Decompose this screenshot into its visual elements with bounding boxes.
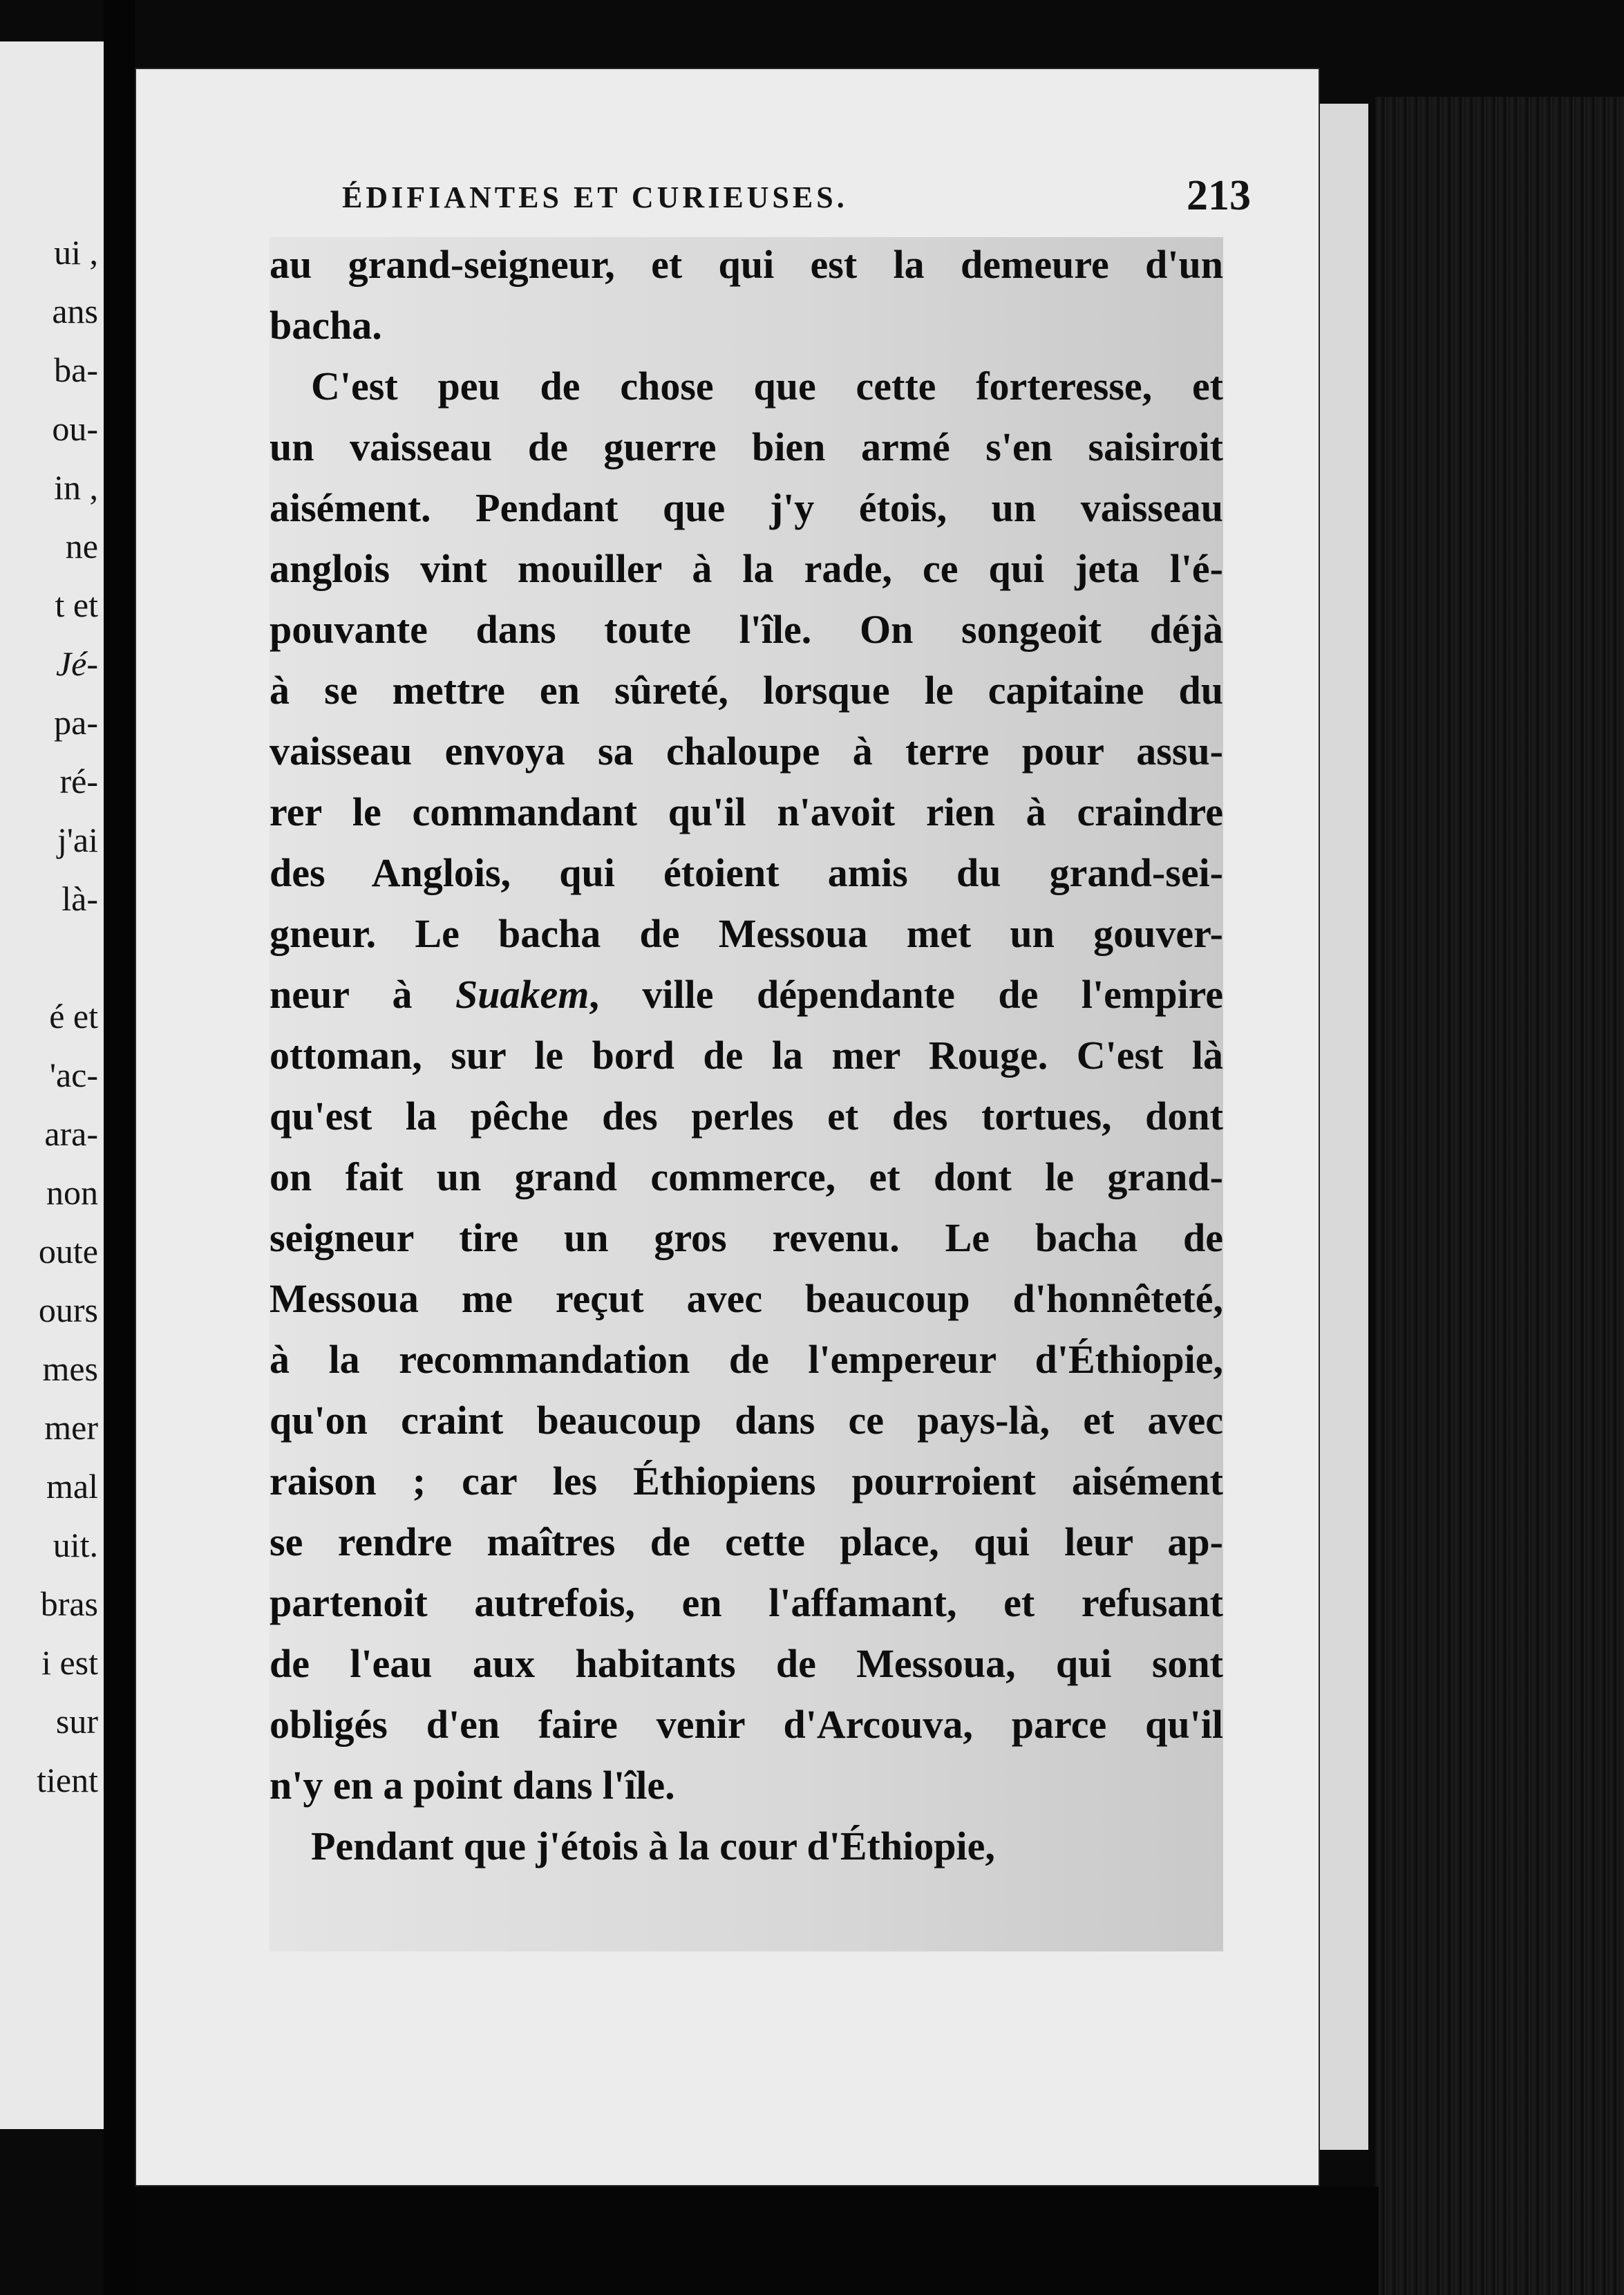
text-line: obligés d'en faire venir d'Arcouva, parce qu'il (270, 1702, 1223, 1747)
text-line: n'y en a point dans l'île. (270, 1763, 675, 1808)
text-line: se rendre maîtres de cette place, qui leur ap- (270, 1519, 1223, 1564)
text-line: Pendant que j'étois à la cour d'Éthiopie, (311, 1824, 995, 1868)
facing-page-fragment: ré- (59, 762, 98, 800)
text-line: au grand-seigneur, et qui est la demeure d'un (270, 242, 1223, 287)
facing-page-fragment: in , (54, 468, 98, 507)
italic-place-name: Suakem (455, 972, 589, 1017)
text-line: C'est peu de chose que cette forteresse, et (311, 364, 1223, 409)
text-line: bacha. (270, 303, 382, 348)
text-span: neur à (270, 972, 456, 1017)
facing-page-sliver (0, 41, 104, 2129)
book-cover-edge (1375, 97, 1624, 2295)
facing-page-fragment: ans (52, 292, 98, 330)
facing-page-fragment: mer (44, 1408, 98, 1447)
facing-page-fragment: t et (55, 586, 98, 624)
facing-page-fragment: i est (41, 1643, 98, 1682)
facing-page-fragment: là- (62, 879, 98, 918)
facing-page-fragment: é et (49, 997, 98, 1036)
facing-page-fragment: oute (38, 1232, 98, 1271)
page-number: 213 (1187, 172, 1251, 219)
running-head: ÉDIFIANTES ET CURIEUSES. (342, 180, 848, 214)
text-line: anglois vint mouiller à la rade, ce qui jeta l'é- (270, 546, 1223, 591)
facing-page-fragment: ui , (54, 233, 98, 272)
facing-page-fragment: ours (38, 1291, 98, 1329)
text-line: rer le commandant qu'il n'avoit rien à craindre (270, 789, 1223, 834)
text-line: un vaisseau de guerre bien armé s'en saisiroit (270, 424, 1223, 469)
facing-page-fragment: pa- (54, 703, 98, 742)
book-gutter (104, 0, 135, 2295)
text-line: ottoman, sur le bord de la mer Rouge. C'est là (270, 1033, 1223, 1078)
text-line: des Anglois, qui étoient amis du grand-sei- (270, 850, 1223, 895)
facing-page-fragment: ou- (52, 409, 98, 448)
text-line: aisément. Pendant que j'y étois, un vaisseau (270, 485, 1223, 530)
facing-page-fragment: bras (40, 1584, 98, 1623)
text-line: qu'on craint beaucoup dans ce pays-là, et avec (270, 1398, 1223, 1443)
facing-page-fragment: j'ai (57, 821, 98, 859)
facing-page-fragment: uit. (53, 1526, 98, 1564)
page-edge (1320, 104, 1368, 2150)
facing-page-fragment: ba- (54, 350, 98, 389)
text-line: qu'est la pêche des perles et des tortues, dont (270, 1094, 1223, 1139)
facing-page-fragment: ne (65, 527, 98, 565)
facing-page-fragment: sur (55, 1702, 98, 1741)
text-line: raison ; car les Éthiopiens pourroient aisément (270, 1459, 1223, 1504)
text-line: à la recommandation de l'empereur d'Éthiopie, (270, 1337, 1223, 1382)
facing-page-fragment: tient (37, 1761, 98, 1799)
facing-page-fragment: ara- (44, 1114, 98, 1153)
text-line: de l'eau aux habitants de Messoua, qui sont (270, 1641, 1223, 1686)
page-header (342, 171, 1251, 227)
text-line: partenoit autrefois, en l'affamant, et refusant (270, 1580, 1223, 1625)
facing-page-fragment: mes (42, 1349, 98, 1388)
bottom-shadow (135, 2186, 1379, 2295)
text-line: Messoua me reçut avec beaucoup d'honnêteté, (270, 1276, 1223, 1321)
text-line (270, 967, 1223, 1022)
facing-page-fragment: non (46, 1173, 98, 1212)
text-line: vaisseau envoya sa chaloupe à terre pour assu- (270, 729, 1223, 774)
text-line: gneur. Le bacha de Messoua met un gouver- (270, 911, 1223, 956)
text-line: seigneur tire un gros revenu. Le bacha de (270, 1215, 1223, 1260)
text-line: à se mettre en sûreté, lorsque le capitaine du (270, 668, 1223, 713)
facing-page-fragment: Jé- (55, 644, 98, 683)
facing-page-fragment: mal (46, 1467, 98, 1506)
text-line: pouvante dans toute l'île. On songeoit déjà (270, 607, 1223, 652)
facing-page-fragment: 'ac- (49, 1056, 98, 1094)
text-span: , ville dépendante de l'empire (589, 972, 1223, 1017)
book-page (135, 68, 1320, 2186)
body-text (270, 237, 1223, 1951)
text-line: on fait un grand commerce, et dont le grand- (270, 1154, 1223, 1199)
